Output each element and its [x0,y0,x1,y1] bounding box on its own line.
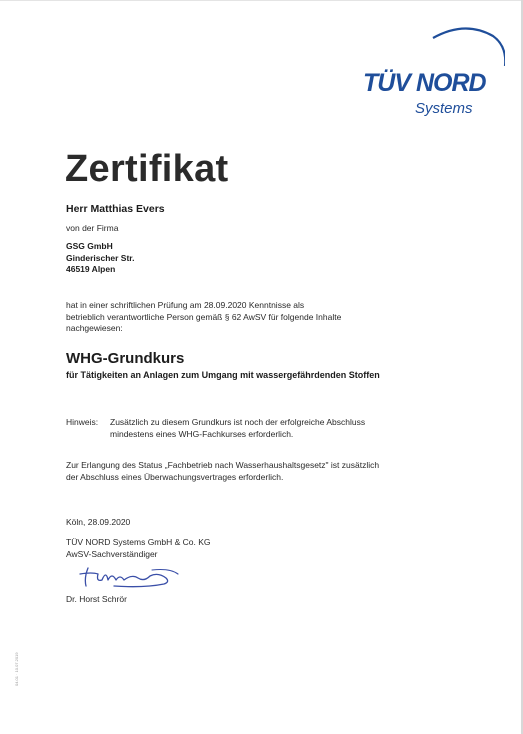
document-code: 04.01 · 10.07.2019 [14,652,19,686]
company-line: 46519 Alpen [66,264,116,274]
statement-line: betrieblich verantwortliche Person gemäß § 62 AwSV für folgende Inhalte [66,311,342,322]
place-date: Köln, 28.09.2020 [66,517,131,527]
page-top-edge [0,0,523,1]
statement-line: hat in einer schriftlichen Prüfung am 28.09.2020 Kenntnisse als [66,300,305,310]
company-line: Ginderischer Str. [66,252,135,263]
hint-line: mindestens eines WHG-Fachkurses erforderlich. [110,428,294,439]
hint-label: Hinweis: [66,417,99,427]
logo-brand-text: TÜV NORD [363,69,486,97]
statement-line: nachgewiesen: [66,323,123,333]
page-title: Zertifikat [65,148,229,190]
hint-line: Zusätzlich zu diesem Grundkurs ist noch der erfolgreiche Abschluss [110,417,366,427]
course-subtitle: für Tätigkeiten an Anlagen zum Umgang mit wassergefährdenden Stoffen [66,370,380,380]
status-line: Zur Erlangung des Status „Fachbetrieb nach Wasserhaushaltsgesetz" ist zusätzlich [66,460,380,470]
issuer-line: AwSV-Sachverständiger [66,548,158,559]
signature-image [74,560,184,590]
company-intro: von der Firma [66,223,119,233]
company-line: GSG GmbH [66,241,113,251]
tuv-nord-logo [355,22,505,122]
recipient-name: Herr Matthias Evers [66,203,165,215]
issuer-line: TÜV NORD Systems GmbH & Co. KG [66,537,211,547]
signer-name: Dr. Horst Schrör [66,594,127,604]
status-line: der Abschluss eines Überwachungsvertrages erforderlich. [66,471,284,482]
logo-sub-text: Systems [415,100,473,117]
hint-text [110,417,365,440]
course-title: WHG-Grundkurs [66,350,185,367]
